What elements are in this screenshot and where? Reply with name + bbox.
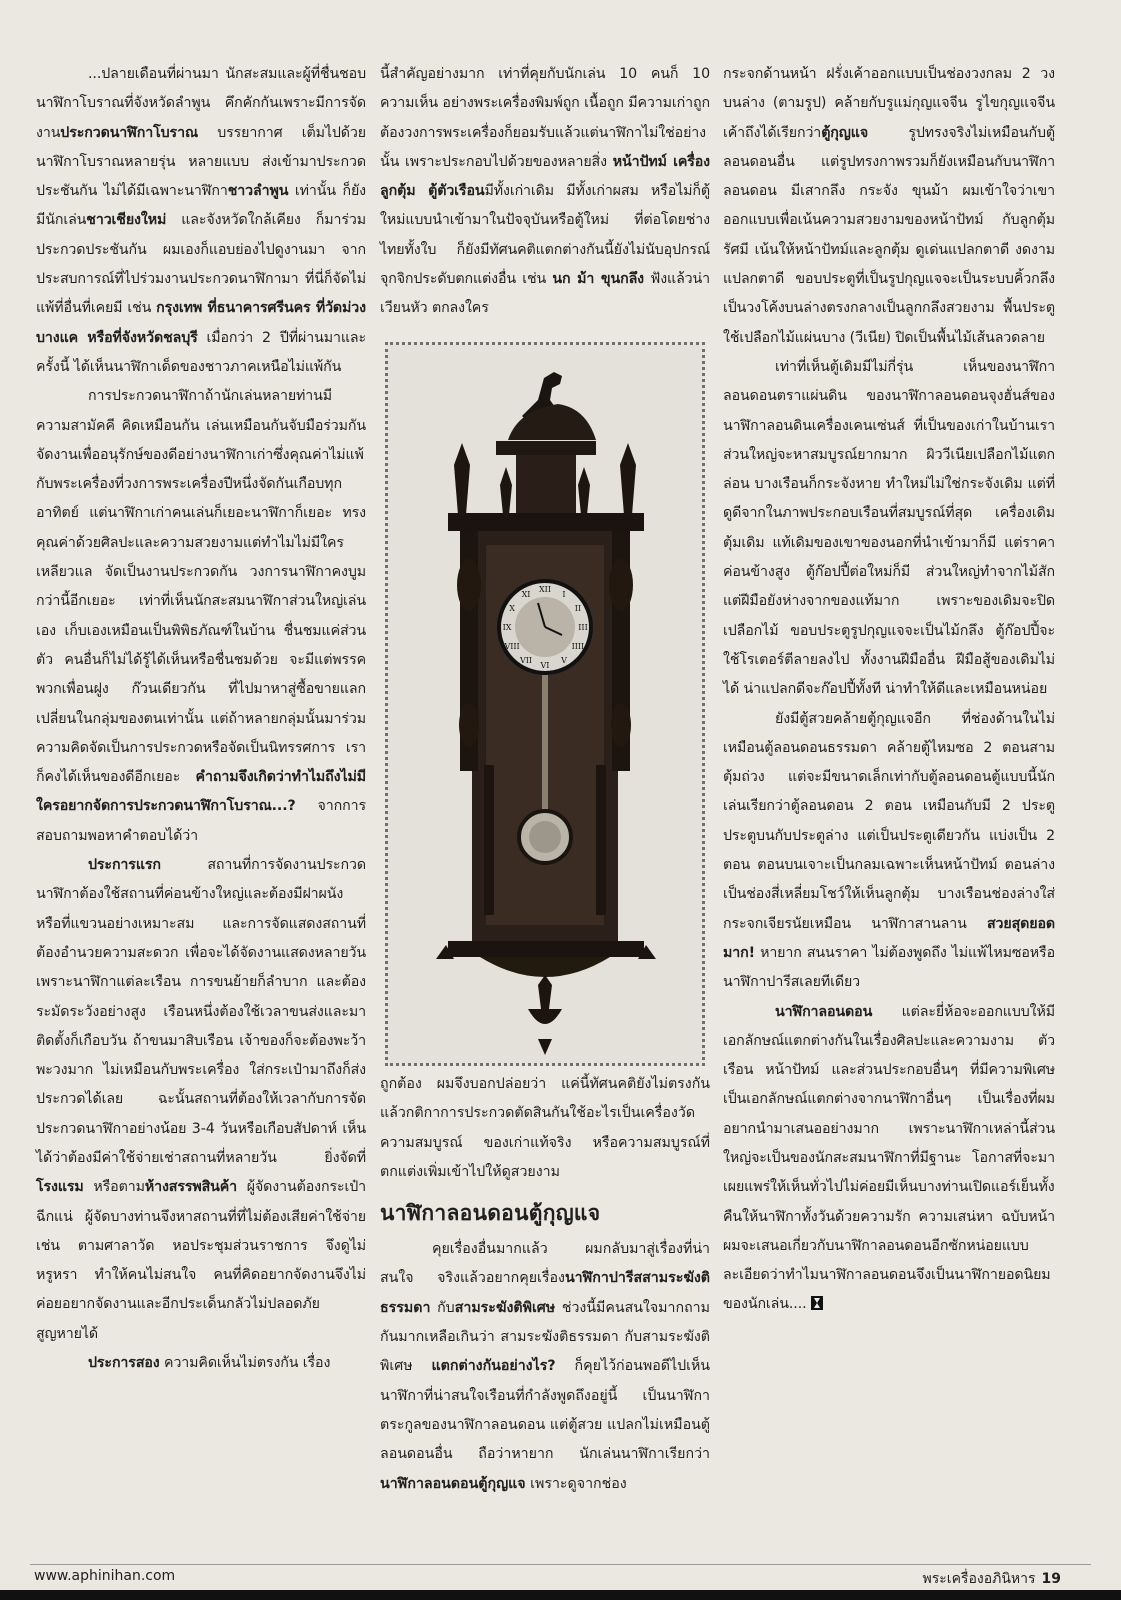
- paragraph-10: ยังมีตู้สวยคล้ายตู้กุญแจอีก ที่ช่องด้านในไม่เหมือนตู้ลอนดอนธรรมดา คล้ายตู้ไหมซอ 2 ตอนสามตุ้มถ่วง แต่จะมีขนาดเล็กเท่ากับตู้ลอนดอนตู้แบบนี้นักเล่นเรียกว่าตู้ลอนดอน 2 ตอน เหมือนกับมี 2 ประตู ประตูบนกับประตูล่าง แต่เป็นประตูเดียวกัน แบ่งเป็น 2 ตอน ตอนบนเจาะเป็นกลมเฉพาะเห็นหน้าปัทม์ ตอนล่างเป็นช่องสี่เหลี่ยมโชว์ให้เห็นลูกตุ้ม บางเรือนช่องล่างใส่กระจกเจียรนัยเหมือน นาฬิกาสานลาน สวยสุดยอดมาก! หายาก สนนราคา ไม่ต้องพูดถึง ไม่แพ้ไหมซอหรือนาฬิกาปารีสเลยทีเดียว: [723, 710, 1055, 991]
- article-column-1: [36, 60, 366, 1378]
- dial-numeral: I: [562, 590, 566, 600]
- footer-website[interactable]: www.aphinihan.com: [34, 1568, 176, 1584]
- footer-divider: [30, 1564, 1091, 1565]
- paragraph-9: เท่าที่เห็นตู้เดิมมีไม่กี่รุ่น เห็นของนาฬิกาลอนดอนตราแผ่นดิน ของนาฬิกาลอนดอนจุงฮั่นส์ของนาฬิกาลอนดินเครื่องเคนเซ่นส์ ที่เป็นของเก่าในบ้านเรา ส่วนใหญ่จะหาสมบูรณ์ยากมาก ผิววีเนียเปลือกไม้แตกล่อน บางเรือนก็กระจังหาย ทำใหม่ไม่ใช่กระจังเดิม แต่ที่ดูดีจากในภาพประกอบเรือนที่สมบูรณ์ที่สุด เครื่องเดิม ตุ้มเดิม แท้เดิมของเขาของนอกที่นำเข้ามาก็มี แต่ราคาค่อนข้างสูง ตู้ก๊อปปี้ต่อใหม่ก็มี ส่วนใหญ่ทำจากไม้สัก แต่ฝีมือยังห่างจากของแท้มาก เพราะของเดิมจะปิดเปลือกไม้ ขอบประตูรูปกุญแจจะเป็นไม้กลึง ตู้ก๊อปปี้จะใช้โรเตอร์ตีลายลงไป ทั้งงานฝีมืออื่น ฝีมือสู้ของเดิมไม่ได้ น่าแปลกดีจะก๊อปปี้ทั้งที น่าทำให้ดีและเหมือนหน่อย: [723, 358, 1055, 698]
- paragraph-1: ...ปลายเดือนที่ผ่านมา นักสะสมและผู้ที่ชื่นชอบนาฬิกาโบราณที่จังหวัดลำพูน คึกคักกันเพราะมีการจัดงานประกวดนาฬิกาโบราณ บรรยากาศ เต็มไปด้วยนาฬิกาโบราณหลายรุ่น หลายแบบ ส่งเข้ามาประกวดประชันกัน ไม่ได้มีเฉพาะนาฬิกาชาวลำพูน เท่านั้น ก็ยังมีนักเล่นชาวเชียงใหม่ และจังหวัดใกล้เคียง ก็มาร่วมประกวดประชันกัน ผมเองก็แอบย่องไปดูงานมา จากประสบการณ์ที่ไปร่วมงานประกวดนาฬิกามา ที่นี่ก็จัดไม่แพ้ที่อื่นที่เคยมี เช่น กรุงเทพ ที่ธนาคารศรีนคร ที่วัดม่วงบางแค หรือที่จังหวัดชลบุรี เมื่อกว่า 2 ปีที่ผ่านมาและครั้งนี้ ได้เห็นนาฬิกาเด็ดของชาวภาคเหนือไม่แพ้กัน: [36, 66, 366, 375]
- footer-folio: [923, 1568, 1061, 1590]
- article-column-2-top: [380, 60, 710, 324]
- article-column-2-bottom: [380, 1070, 710, 1499]
- dial-numeral: IX: [502, 623, 512, 632]
- article-column-3: [723, 60, 1055, 1320]
- clock-photo: [385, 342, 705, 1066]
- hourglass-end-icon: [811, 1296, 823, 1310]
- magazine-name: พระเครื่องอภินิหาร: [922, 1571, 1036, 1587]
- paragraph-7: คุยเรื่องอื่นมากแล้ว ผมกลับมาสู่เรื่องที่น่าสนใจ จริงแล้วอยากคุยเรื่องนาฬิกาปารีสสามระฆังติธรรมดา กับสามระฆังติพิเศษ ช่วงนี้มีคนสนใจมากถามกันมากเหลือเกินว่า สามระฆังติธรรมดา กับสามระฆังติพิเศษ แตกต่างกันอย่างไร? ก็คุยไว้ก่อนพอดีไปเห็นนาฬิกาที่น่าสนใจเรือนที่กำลังพูดถึงอยู่นี้ เป็นนาฬิกาตระกูลของนาฬิกาลอนดอน แต่ตู้สวย แปลกไม่เหมือนตู้ลอนดอนอื่น ถือว่าหายาก นักเล่นนาฬิกาเรียกว่า นาฬิกาลอนดอนตู้กุญแจ เพราะดูจากช่อง: [380, 1241, 710, 1492]
- dial-numeral: VI: [540, 661, 550, 670]
- paragraph-6: ถูกต้อง ผมจึงบอกปล่อยว่า แค่นี้ทัศนคติยังไม่ตรงกัน แล้วกติกาการประกวดตัดสินกันใช้อะไรเป็นเครื่องวัดความสมบูรณ์ ของเก่าแท้จริง หรือความสมบูรณ์ที่ตกแต่งเพิ่มเข้าไปให้ดูสวยงาม: [380, 1076, 710, 1180]
- dial-numeral: XI: [521, 590, 531, 600]
- dial-numeral: III: [578, 623, 588, 632]
- paragraph-2: การประกวดนาฬิกาถ้านักเล่นหลายท่านมีความสามัคคี คิดเหมือนกัน เล่นเหมือนกันจับมือร่วมกันจัดงานเพื่ออนุรักษ์ของดีอย่างนาฬิกาเก่าซึ่งคุณค่าไม่แพ้กับพระเครื่องที่วงการพระเครื่องปีหนึ่งจัดกันเกือบทุกอาทิตย์ แต่นาฬิกาเก่าคนเล่นก็เยอะนาฬิกาก็เยอะ ทรงคุณค่าด้วยศิลปะและความสวยงามแต่ทำไมไม่มีใครเหลียวแล จัดเป็นงานประกวดกัน วงการนาฬิกาคงบูมกว่านี้อีกเยอะ เท่าที่เห็นนักสะสมนาฬิกาส่วนใหญ่เล่นเอง เก็บเองเหมือนเป็นพิพิธภัณฑ์ในบ้าน ชื่นชมแค่ส่วนตัว คนอื่นก็ไม่ได้รู้ได้เห็นหรือชื่นชมด้วย จะมีแต่พรรคพวกเพื่อนฝูง ก๊วนเดียวกัน ที่ไปมาหาสู่ซื้อขายแลกเปลี่ยนในกลุ่มของตนเท่านั้น แต่ถ้าหลายกลุ่มนั้นมาร่วมความคิดจัดเป็นการประกวดหรือจัดเป็นนิทรรศการ เราก็คงได้เห็นของดีอีกเยอะ คำถามจึงเกิดว่าทำไมถึงไม่มีใครอยากจัดการประกวดนาฬิกาโบราณ...? จากการสอบถามพอหาคำตอบได้ว่า: [36, 388, 366, 844]
- dial-numeral: II: [574, 604, 582, 613]
- paragraph-8: กระจกด้านหน้า ฝรั่งเค้าออกแบบเป็นช่องวงกลม 2 วง บนล่าง (ตามรูป) คล้ายกับรูแม่กุญแจจีน รูไขกุญแจจีน เค้าถึงได้เรียกว่าตู้กุญแจ รูปทรงจริงไม่เหมือนกับตู้ลอนดอนอื่น แต่รูปทรงกาพรวมก็ยังเหมือนกับนาฬิกาลอนดอน มีเสากลึง กระจัง ขุนม้า ผมเข้าใจว่าเขาออกแบบเพื่อเน้นความสวยงามของหน้าปัทม์ กับลูกตุ้มรัศมี เน้นให้หน้าปัทม์และลูกตุ้ม ดูเด่นแปลกตาดี งดงามแปลกตาดี ขอบประตูที่เป็นรูปกุญแจจะเป็นระบบคิ้วกลึงเป็นวงโค้งบนล่างตรงกลางเป็นลูกกลึงสวยงาม พื้นประตูใช้เปลือกไม้แผ่นบาง (วีเนีย) ปิดเป็นพื้นไม้เส้นลวดลาย: [723, 66, 1055, 346]
- london-wall-clock-image: [388, 345, 702, 1063]
- paragraph-5: นี้สำคัญอย่างมาก เท่าที่คุยกับนักเล่น 10 คนก็ 10 ความเห็น อย่างพระเครื่องพิมพ์ถูก เนื้อถูก มีความเก่าถูกต้องวงการพระเครื่องก็ยอมรับแล้วแต่นาฬิกาไม่ใช่อย่างนั้น เพราะประกอบไปด้วยของหลายสิ่ง หน้าปัทม์ เครื่อง ลูกตุ้ม ตู้ตัวเรือนมีทั้งเก่าเดิม มีทั้งเก่าผสม หรือไม่ก็ตู้ใหม่แบบนำเข้ามาในปัจจุบันหรือตู้ใหม่ ที่ต่อโดยช่างไทยทั้งใบ ก็ยังมีทัศนคติแตกต่างกันนี้ยังไม่นับอุปกรณ์จุกจิกประดับตกแต่งอื่น เช่น นก ม้า ขุนกลึง ฟังแล้วน่าเวียนหัว ตกลงใคร: [380, 66, 711, 317]
- scan-edge: [0, 1590, 1121, 1600]
- section-heading: นาฬิกาลอนดอนตู้กุญแจ: [380, 1201, 601, 1226]
- dial-numeral: VIII: [504, 642, 520, 651]
- dial-numeral: X: [509, 604, 515, 613]
- dial-numeral: IIII: [571, 642, 585, 651]
- page-number: 19: [1041, 1571, 1061, 1587]
- paragraph-4: ประการสอง ความคิดเห็นไม่ตรงกัน เรื่อง: [88, 1355, 331, 1372]
- dial-numeral: XII: [538, 585, 552, 594]
- paragraph-3: ประการแรก สถานที่การจัดงานประกวดนาฬิกาต้องใช้สถานที่ค่อนข้างใหญ่และต้องมีฝาผนังหรือที่แขวนอย่างเหมาะสม และการจัดแสดงสถานที่ต้องอำนวยความสะดวก เพื่อจะได้จัดงานแสดงหลายวัน เพราะนาฬิกาแต่ละเรือน การขนย้ายก็ลำบาก และต้องระมัดระวังอย่างสูง เรือนหนึ่งต้องใช้เวลาขนส่งและมาติดตั้งก็เกือบวัน ถ้าขนมาสิบเรือน เจ้าของก็จะต้องพะว้าพะวงมาก ไม่เหมือนกับพระเครื่อง ใส่กระเป๋ามาถึงก็ส่งประกวดได้เลย ฉะนั้นสถานที่ต้องให้เวลากับการจัดประกวดนาฬิกาอย่างน้อย 3-4 วันหรือเกือบสัปดาห์ เห็นได้ว่าต้องมีค่าใช้จ่ายเช่าสถานที่หลายวัน ยิ่งจัดที่โรงแรม หรือตามห้างสรรพสินค้า ผู้จัดงานต้องกระเป๋าฉีกแน่ ผู้จัดบางท่านจึงหาสถานที่ที่ไม่ต้องเสียค่าใช้จ่าย เช่น ตามศาลาวัด หอประชุมส่วนราชการ จึงดูไม่หรูหรา ทำให้คนไม่สนใจ คนที่คิดอยากจัดงานจึงไม่ค่อยอยากจัดงานและอีกประเด็นกลัวไม่ปลอดภัย สูญหายได้: [36, 857, 366, 1342]
- paragraph-11: นาฬิกาลอนดอน แต่ละยี่ห้อจะออกแบบให้มีเอกลักษณ์แตกต่างกันในเรื่องศิลปะและความงาม ตัวเรือน หน้าปัทม์ และส่วนประกอบอื่นๆ ที่มีความพิเศษเป็นเอกลักษณ์แตกต่างจากนาฬิกาอื่นๆ เป็นเรื่องที่ผมอยากนำมาเสนออย่างมาก เพราะนาฬิกาเหล่านี้ส่วนใหญ่จะเป็นของนักสะสมนาฬิกาที่มีฐานะ โอกาสที่จะมาเผยแพร่ให้เห็นทั่วไปไม่ค่อยมีเห็นบางท่านเปิดแอร์เย็นทั้งคืนให้นาฬิกาทั้งวันด้วยความรัก ความเสน่หา ฉบับหน้าผมจะเสนอเกี่ยวกับนาฬิกาลอนดอนอีกซักหน่อยแบบละเอียดว่าทำไมนาฬิกาลอนดอนจึงเป็นนาฬิกายอดนิยมของนักเล่น....: [723, 1003, 1055, 1313]
- dial-numeral: V: [561, 655, 567, 665]
- dial-numeral: VII: [519, 655, 533, 665]
